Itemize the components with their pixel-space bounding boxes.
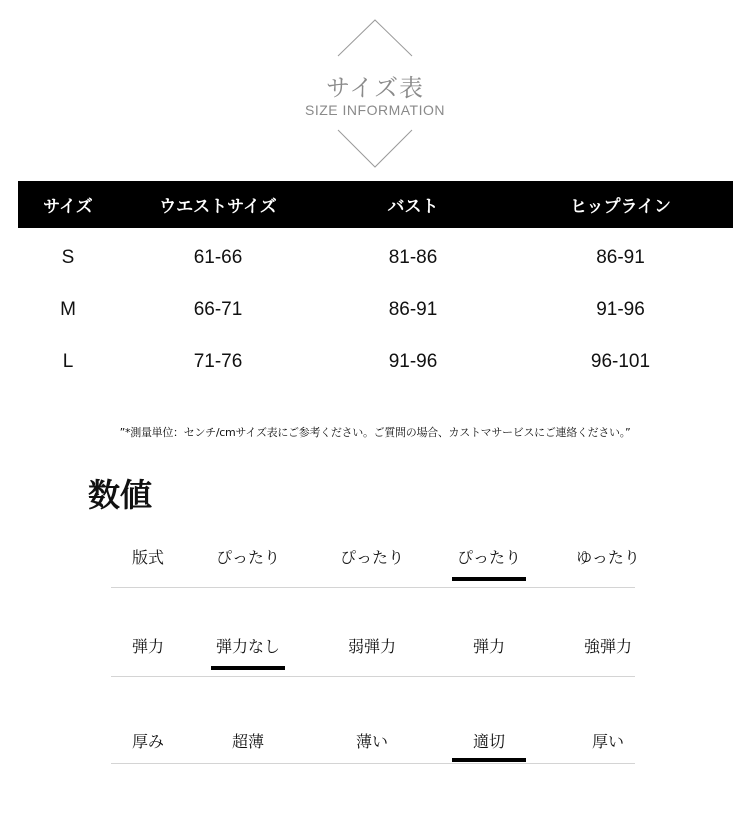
measurement-note: ”*測量単位：センチ/cmサイズ表にご参考ください。ご質問の場合、カストマサービスにご連絡ください。” (119, 426, 631, 439)
attribute-option: 超薄 (231, 732, 264, 751)
attribute-label: 版式 (131, 548, 164, 567)
column-header-waist: ウエストサイズ (159, 197, 277, 217)
size-table (18, 181, 733, 388)
attribute-label: 厚み (131, 732, 164, 751)
table-row (18, 228, 733, 284)
attribute-option: 弾力 (472, 637, 505, 656)
attribute-option: ぴったり (339, 548, 404, 567)
waist-cell: 66-71 (193, 299, 243, 320)
attribute-option: 強弾力 (583, 637, 632, 656)
column-header-size: サイズ (43, 197, 93, 217)
waist-cell: 61-66 (193, 247, 243, 268)
size-table-header-row (18, 181, 733, 228)
column-header-bust: バスト (387, 197, 439, 217)
waist-cell: 71-76 (193, 351, 243, 372)
size-chart-title: サイズ表 (325, 74, 425, 102)
size-cell: L (62, 351, 74, 372)
column-header-hip: ヒップライン (570, 197, 671, 217)
fit-attribute-row (111, 547, 640, 588)
size-chart-subtitle: SIZE INFORMATION (305, 102, 445, 118)
bust-cell: 81-86 (388, 247, 438, 268)
attribute-option-selected: 適切 (452, 731, 526, 753)
table-row (18, 284, 733, 336)
attribute-option: 弱弾力 (347, 637, 396, 656)
hip-cell: 86-91 (596, 247, 645, 268)
attribute-option: ゆったり (576, 548, 640, 567)
hip-cell: 96-101 (590, 351, 651, 372)
attribute-option-selected: ぴったり (452, 547, 526, 569)
attribute-option: 薄い (355, 732, 388, 751)
values-section-title: 数値 (88, 476, 153, 514)
attribute-label: 弾力 (131, 637, 164, 656)
size-cell: S (61, 247, 75, 268)
table-row (18, 336, 733, 388)
hip-cell: 91-96 (596, 299, 645, 320)
bust-cell: 86-91 (388, 299, 438, 320)
attribute-option: 厚い (591, 732, 624, 751)
attribute-option-selected: 弾力なし (211, 636, 285, 658)
size-chart-header (0, 0, 750, 175)
thickness-attribute-row (111, 731, 635, 764)
attribute-option: ぴったり (215, 548, 280, 567)
size-cell: M (60, 299, 76, 320)
elasticity-attribute-row (111, 636, 635, 677)
bust-cell: 91-96 (388, 351, 438, 372)
